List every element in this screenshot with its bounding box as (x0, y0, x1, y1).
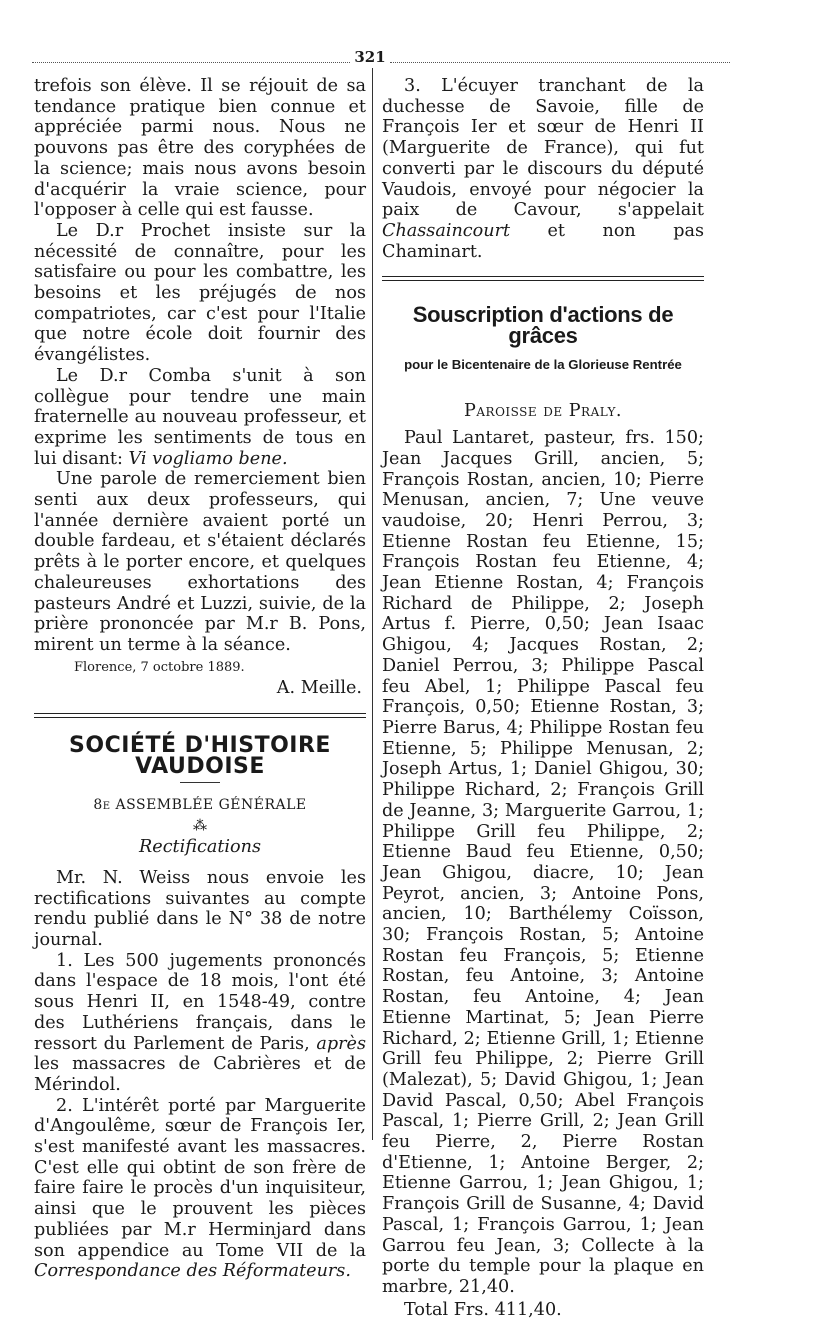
paragraph (34, 366, 366, 470)
paragraph-text: les massacres de Cabrières et de Mérindol. (34, 1054, 366, 1095)
paragraph (382, 76, 704, 262)
italic-title: Correspondance des Réformateurs. (34, 1261, 351, 1282)
title-underline (180, 782, 220, 783)
paragraph-text: 3. L'écuyer tranchant de la duchesse de Savoie, fille de François Ier et sœur de Henri II (Marguerite de France), qui fut converti par le discours du député Vaudois, envoyé pour négocier la paix de Cavour, s'appelait (382, 76, 704, 221)
section-rule (34, 713, 366, 718)
italic-quote: Vi vogliamo bene. (128, 448, 288, 469)
paragraph-text: Le D.r Comba s'unit à son collègue pour tendre une main fraternelle au nouveau professeur, et exprime les sentiments de tous en lui disant: (34, 365, 366, 469)
ornament: ⁂ (193, 818, 207, 835)
left-column (34, 76, 366, 1282)
dateline: Florence, 7 octobre 1889. (74, 659, 245, 675)
paragraph: Une parole de remerciement bien senti aux deux professeurs, qui l'année dernière avaient porté un double fardeau, et s'étaient déclarés prêts à le porter encore, et quelques chaleureuses exhortations des pasteurs André et Luzzi, suivie, de la prière prononcée par M.r B. Pons, mirent un terme à la séance. (34, 469, 366, 655)
signature: A. Meille. (276, 678, 362, 699)
paragraph-text: 1. Les 500 jugements prononcés dans l'espace de 18 mois, l'ont été sous Henri II, en 1548-49, contre des Luthériens français, dans le ressort du Parlement de Paris, (34, 950, 366, 1054)
paragraph (34, 951, 366, 1096)
assembly-heading: 8e ASSEMBLÉE GÉNÉRALE (93, 796, 307, 813)
section-subtitle: pour le Bicentenaire de la Glorieuse Rentrée (404, 356, 682, 372)
paragraph-text: 2. L'intérêt porté par Marguerite d'Angoulême, sœur de François Ier, s'est manifesté avant les massacres. C'est elle qui obtint de son frère de faire faire le procès d'un inquisiteur, ainsi que le prouvent les pièces publiées par M.r Herminjard dans son appendice au Tome VII de la (34, 1095, 366, 1261)
total: Total Frs. 411,40. (404, 1299, 562, 1320)
section-title: Souscription d'actions de grâces (412, 302, 674, 349)
donor-list: Paul Lantaret, pasteur, frs. 150; Jean Jacques Grill, ancien, 5; François Rostan, ancien, 10; Pierre Menusan, ancien, 7; Une veuve vaudoise, 20; Henri Perrou, 3; Etienne Rostan feu Etienne, 15; François Rostan feu Etienne, 4; Jean Etienne Rostan, 4; François Richard de Philippe, 2; Joseph Artus f. Pierre, 0,50; Jean Isaac Ghigou, 4; Jacques Rostan, 2; Daniel Perrou, 3; Philippe Pascal feu Abel, 1; Philippe Pascal feu François, 0,50; Etienne Rostan, 3; Pierre Barus, 4; Philippe Rostan feu Etienne, 5; Philippe Menusan, 2; Joseph Artus, 1; Daniel Ghigou, 30; Philippe Richard, 2; François Grill de Jeanne, 3; Marguerite Garrou, 1; Philippe Grill feu Philippe, 2; Etienne Baud feu Etienne, 0,50; Jean Ghigou, diacre, 10; Jean Peyrot, ancien, 3; Antoine Pons, ancien, 10; Barthélemy Coïsson, 30; François Rostan, 5; Antoine Rostan feu François, 5; Etienne Rostan, feu Antoine, 3; Antoine Rostan, feu Antoine, 4; Jean Etienne Martinat, 5; Jean Pierre Richard, 2; Etienne Grill, 1; Etienne Grill feu Philippe, 2; Pierre Grill (Malezat), 5; David Ghigou, 1; Jean David Pascal, 0,50; Abel François Pascal, 1; Pierre Grill, 2; Jean Grill feu Pierre, 2, Pierre Rostan d'Etienne, 1; Antoine Berger, 2; Etienne Garrou, 1; Jean Ghigou, 1; François Grill de Susanne, 4; David Pascal, 1; François Garrou, 1; Jean Garrou feu Jean, 3; Collecte à la porte du temple pour la plaque en marbre, 21,40. (382, 428, 704, 1297)
page-number: 321 (354, 48, 386, 66)
italic-word: après (316, 1033, 366, 1054)
paragraph-text: et non pas Chaminart. (382, 220, 704, 262)
subheading: Rectifications (139, 837, 261, 858)
italic-name: Chassaincourt (382, 220, 511, 241)
paragraph: Le D.r Prochet insiste sur la nécessité de connaître, pour les satisfaire ou pour les combattre, les besoins et les préjugés de nos compatriotes, car c'est pour l'Italie que notre école doit fournir des évangélistes. (34, 220, 366, 366)
right-column (382, 76, 704, 1320)
paragraph: trefois son élève. Il se réjouit de sa tendance pratique bien connue et appréciée parmi nous. Nous ne pouvons pas être des coryphées de la science; mais nous avons besoin d'acquérir la vraie science, pour l'opposer à celle qui est fausse. (34, 76, 366, 221)
header-rule-left (32, 62, 350, 63)
header-rule-right (390, 62, 730, 63)
section-title: SOCIÉTÉ D'HISTOIRE VAUDOISE (69, 733, 331, 779)
parish-heading: Paroisse de Praly. (464, 401, 622, 422)
column-divider (372, 68, 373, 1140)
paragraph: Mr. N. Weiss nous envoie les rectifications suivantes au compte rendu publié dans le N° 38 de notre journal. (34, 867, 366, 951)
paragraph (34, 1096, 366, 1282)
section-rule (382, 276, 704, 281)
